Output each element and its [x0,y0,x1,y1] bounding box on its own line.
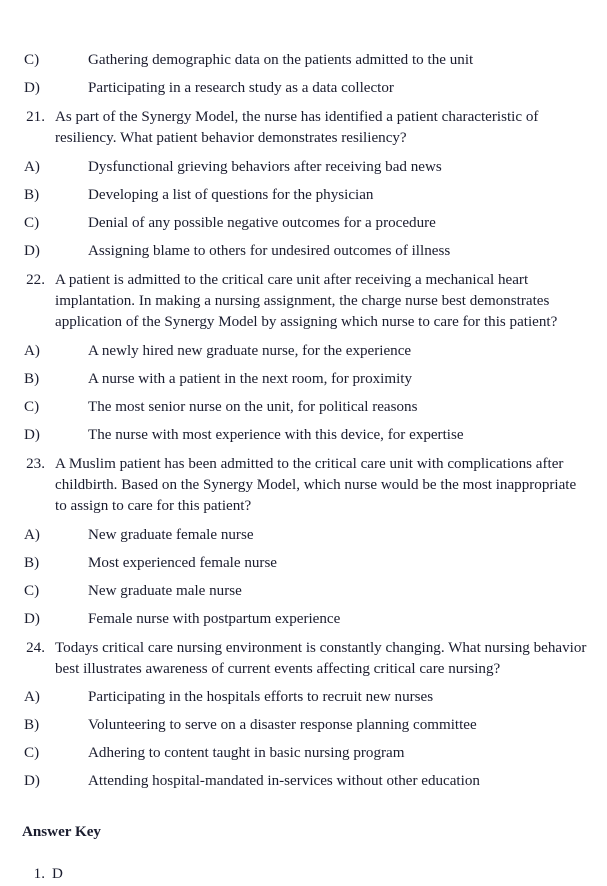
question-text: A patient is admitted to the critical care unit after receiving a mechanical heart implantation. In making a nursing assignment, the charge nurse best demonstrates application of the Synergy Model by assigning which nurse to care for this patient? [55,271,558,331]
spacer [0,574,607,581]
option-row [0,369,607,390]
question-number: 21. [26,108,45,125]
question-text: Todays critical care nursing environment is constantly changing. What nursing behavior best illustrates awareness of current events affecting critical care nursing? [55,639,587,678]
answer-key-heading: Answer Key [22,823,101,840]
option-label: A) [24,158,40,175]
option-label: A) [24,689,40,706]
option-row [0,157,607,178]
option-row [0,241,607,262]
orphan-option-group [0,50,607,99]
option-label: D) [24,79,40,96]
option-label: C) [24,214,40,231]
answer-value: D [52,866,63,883]
spacer [0,793,607,822]
option-row [0,50,607,71]
question-number: 22. [26,271,45,288]
spacer [0,709,607,716]
option-group-23 [0,525,607,630]
option-text: Developing a list of questions for the physician [88,186,374,203]
spacer [0,334,607,341]
spacer [0,362,607,369]
option-label: B) [24,717,40,734]
option-label: D) [24,242,40,259]
question-21 [0,107,607,150]
option-row [0,525,607,546]
option-text: Adhering to content taught in basic nursing program [88,745,405,762]
spacer [0,206,607,213]
option-row [0,425,607,446]
spacer [0,737,607,744]
option-row [0,185,607,206]
spacer [0,630,607,638]
option-group-21 [0,157,607,262]
option-label: B) [24,370,40,387]
option-row [0,553,607,574]
option-text: New graduate female nurse [88,526,254,543]
question-text: As part of the Synergy Model, the nurse has identified a patient characteristic of resiliency. What patient behavior demonstrates resiliency? [55,108,539,147]
spacer [0,546,607,553]
option-label: C) [24,52,40,68]
spacer [0,99,607,107]
option-text: Denial of any possible negative outcomes for a procedure [88,214,436,231]
option-row [0,581,607,602]
question-22 [0,270,607,334]
option-label: A) [24,526,40,543]
option-label: C) [24,745,40,762]
spacer [0,765,607,772]
option-label: C) [24,398,40,415]
question-23 [0,454,607,518]
option-label: D) [24,610,40,627]
spacer [0,843,607,864]
option-row [0,771,607,792]
option-text: The most senior nurse on the unit, for political reasons [88,398,418,415]
option-row [0,715,607,736]
option-label: B) [24,554,40,571]
option-text: A newly hired new graduate nurse, for the experience [88,342,412,359]
option-text: New graduate male nurse [88,582,242,599]
option-row [0,397,607,418]
option-text: Participating in the hospitals efforts to recruit new nurses [88,689,434,706]
spacer [0,178,607,185]
spacer [0,602,607,609]
option-text: A nurse with a patient in the next room, for proximity [88,370,413,387]
option-label: D) [24,426,40,443]
option-text: The nurse with most experience with this device, for expertise [88,426,464,443]
question-24 [0,638,607,681]
option-group-24 [0,687,607,792]
spacer [0,446,607,454]
option-row [0,609,607,630]
option-row [0,341,607,362]
option-label: C) [24,582,40,599]
option-text: Participating in a research study as a data collector [88,79,394,96]
option-row [0,743,607,764]
question-number: 24. [26,639,45,656]
option-text: Most experienced female nurse [88,554,278,571]
option-text: Attending hospital-mandated in-services without other education [88,773,480,790]
spacer [0,390,607,397]
option-text: Dysfunctional grieving behaviors after receiving bad news [88,158,442,175]
option-text: Female nurse with postpartum experience [88,610,341,627]
spacer [0,262,607,270]
option-label: B) [24,186,40,203]
option-row [0,213,607,234]
question-text: A Muslim patient has been admitted to the critical care unit with complications after childbirth. Based on the Synergy Model, which nurse would be the most inappropriate to assign to care for this patient? [55,455,577,515]
option-text: Assigning blame to others for undesired outcomes of illness [88,242,451,259]
top-margin [0,0,607,50]
answer-key-row [0,864,607,885]
option-row [0,687,607,708]
option-row [0,78,607,99]
spacer [0,680,607,687]
option-label: D) [24,773,40,790]
spacer [0,518,607,525]
spacer [0,418,607,425]
spacer [0,234,607,241]
spacer [0,150,607,157]
option-group-22 [0,341,607,446]
question-number: 23. [26,455,45,472]
option-label: A) [24,342,40,359]
option-text: Volunteering to serve on a disaster response planning committee [88,717,477,734]
answer-number: 1. [33,866,45,883]
option-text: Gathering demographic data on the patients admitted to the unit [88,52,474,68]
spacer [0,71,607,78]
